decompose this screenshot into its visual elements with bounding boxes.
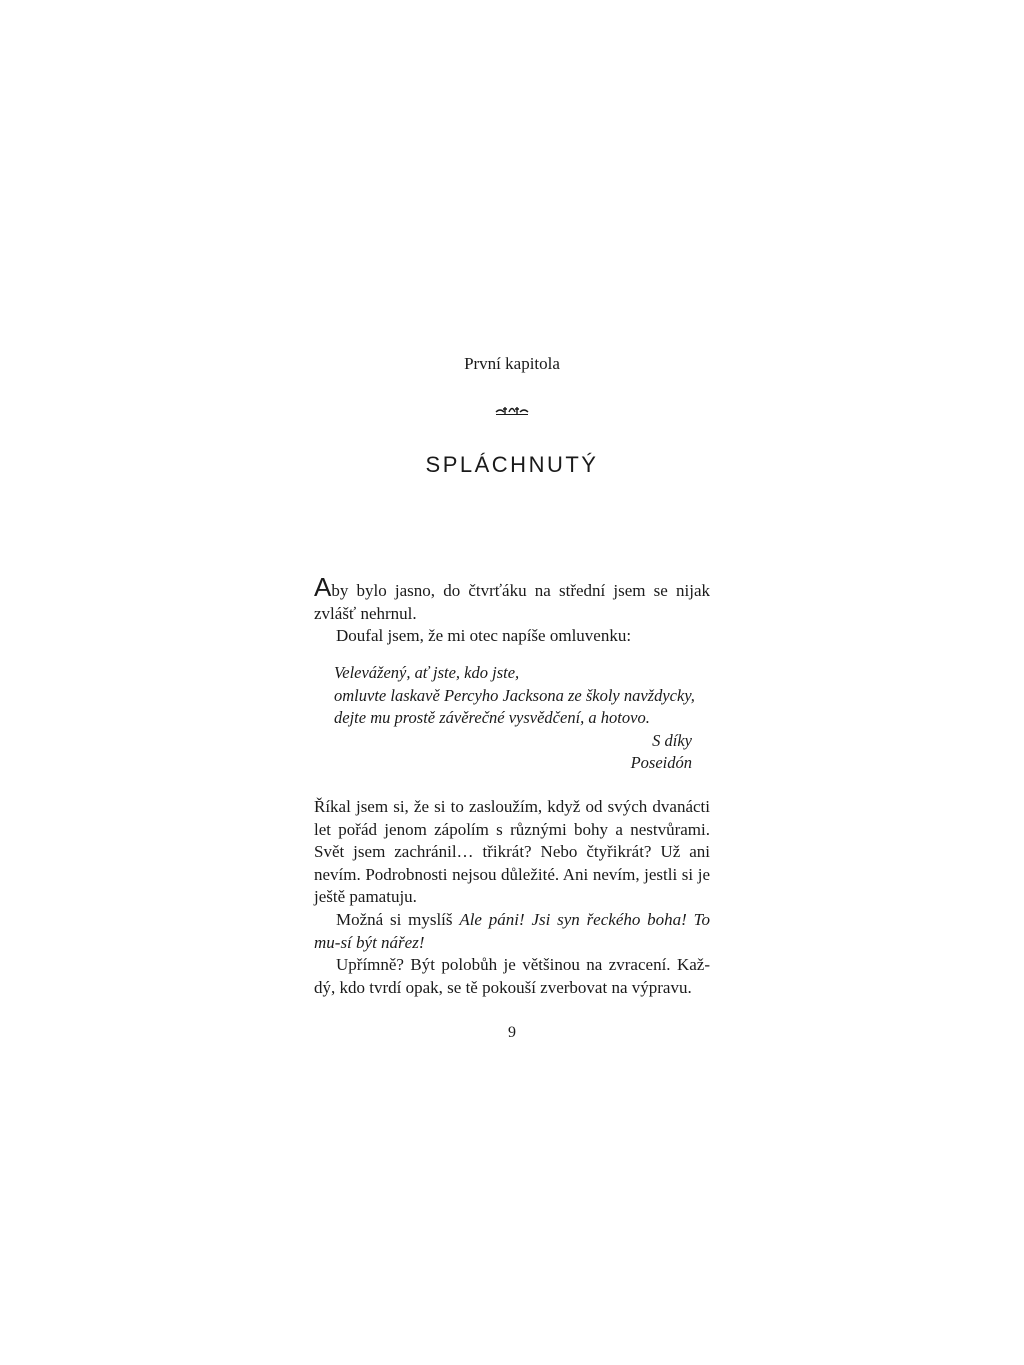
chapter-label: První kapitola	[464, 354, 560, 373]
letter-closing: S díky	[652, 730, 692, 750]
body-paragraph-2-italic: Ale páni! Jsi syn řeckého boha! To mu-sí být nářez!	[314, 909, 711, 952]
letter-line-2: omluvte laskavě Percyho Jacksona ze školy navždycky,	[334, 685, 695, 705]
letter-quote	[334, 662, 695, 775]
opening-paragraph	[314, 574, 710, 625]
opening-text-rest: by bylo jasno, do čtvrťáku na střední jsem se nijak zvlášť nehrnul.	[314, 581, 710, 623]
paragraph-omluvenka: Doufal jsem, že mi otec napíše omluvenku:	[336, 626, 632, 646]
drop-cap: A	[314, 572, 332, 602]
chapter-title: SPLÁCHNUTÝ	[425, 452, 599, 477]
ornament-divider-icon	[495, 402, 529, 416]
letter-line-3: dejte mu prostě závěrečné vysvědčení, a hotovo.	[334, 708, 650, 728]
page-number: 9	[508, 1024, 516, 1041]
letter-signature: Poseidón	[630, 753, 692, 773]
body-paragraph-2-start: Možná si myslíš	[336, 909, 460, 929]
letter-line-1: Velevážený, ať jste, kdo jste,	[334, 663, 520, 682]
body-paragraph-2	[314, 909, 710, 954]
body-paragraph-3: Upřímně? Být polobůh je většinou na zvracení. Kaž-dý, kdo tvrdí opak, se tě pokouší zverbovat na výpravu.	[314, 955, 710, 997]
opening-text	[314, 574, 710, 648]
body-text	[314, 796, 710, 999]
body-paragraph-1: Říkal jsem si, že si to zasloužím, když od svých dvanácti let pořád jenom zápolím s různými bohy a nestvůrami. Svět jsem zachránil… třikrát? Nebo čtyřikrát? Už ani nevím. Podrobnosti nejsou důležité. Ani nevím, jestli si je ještě pamatuju.	[314, 797, 710, 907]
